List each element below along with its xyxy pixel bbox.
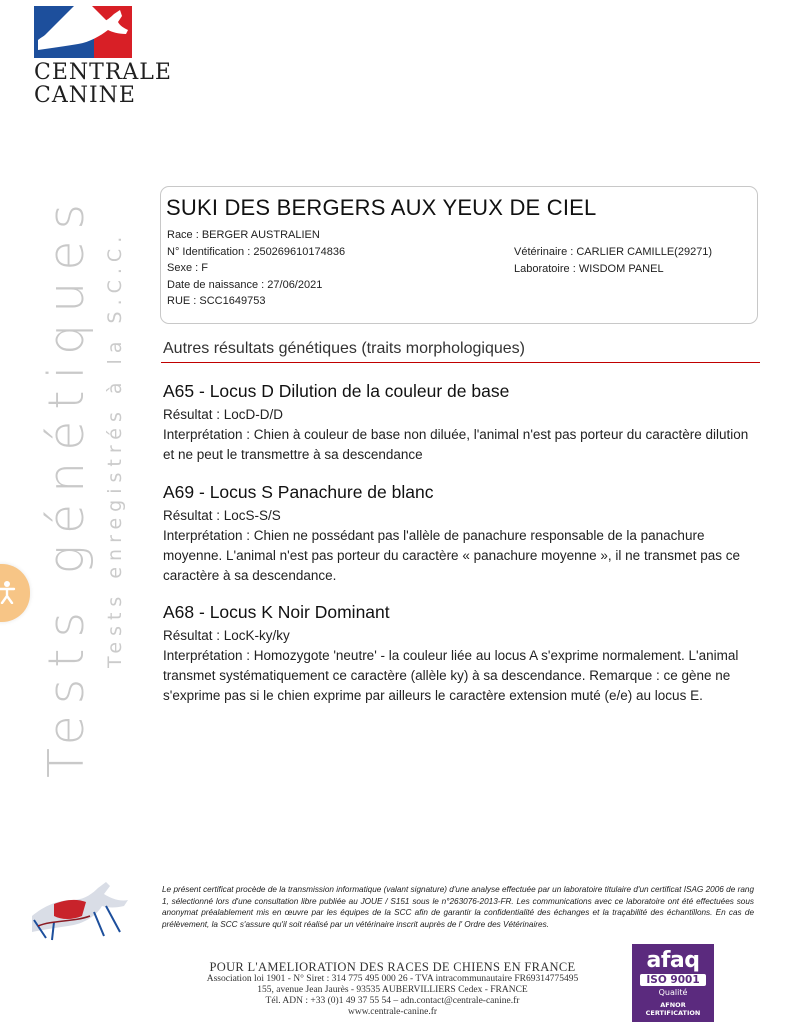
logo-line1: CENTRALE — [34, 60, 172, 85]
legal-disclaimer: Le présent certificat procède de la transmission informatique (valant signature) d'une analyse effectuée par un laboratoire titulaire d'un certificat ISAG 2006 de rang 1, sélectionné lors d'une consultation libre publiée au JOUE / S151 sous le n°263076-2013-FR. Les communications avec ce laboratoire ont été effectuées sous anonymat préalablement mis en œuvre par les équipes de la SCC afin de garantir la confidentialité des échanges et la traçabilité des échantillons. En cas de prélèvement, la SCC s'assure qu'il soit réalisé par un vétérinaire inscrit auprès de l' Ordre des Vétérinaires. — [162, 885, 754, 929]
identity-left-column — [167, 227, 345, 310]
test-interpretation: Interprétation : Chien à couleur de base non diluée, l'animal n'est pas porteur du caractère dilution et ne peut le transmettre à sa descendance — [163, 427, 749, 462]
test-title: A69 - Locus S Panachure de blanc — [163, 482, 434, 502]
laboratory-field: Laboratoire : WISDOM PANEL — [514, 262, 664, 275]
test-block — [163, 381, 763, 465]
dog-name: SUKI DES BERGERS AUX YEUX DE CIEL — [166, 195, 597, 220]
test-block — [163, 482, 763, 586]
running-dog-illustration-icon — [24, 876, 136, 942]
afaq-brand: afaq — [646, 948, 700, 973]
race-field: Race : BERGER AUSTRALIEN — [167, 229, 320, 241]
afaq-cert: AFNOR CERTIFICATION — [645, 1001, 701, 1017]
footer-website: www.centrale-canine.fr — [347, 1007, 438, 1017]
identity-right-column — [514, 244, 712, 277]
footer-motto: POUR L'AMELIORATION DES RACES DE CHIENS EN FRANCE — [209, 960, 576, 974]
afaq-iso: ISO 9001 — [640, 974, 706, 986]
logo-line2: CANINE — [34, 83, 136, 108]
afaq-quality: Qualité — [658, 988, 688, 997]
footer-street: 155, avenue Jean Jaurès - 93535 AUBERVILLIERS Cedex - FRANCE — [257, 985, 528, 995]
test-interpretation: Interprétation : Chien ne possédant pas l'allèle de panachure responsable de la panachure moyenne. L'animal n'est pas porteur du caractère « panachure moyenne », il ne transmet pas ce caractère à sa descendance. — [163, 528, 740, 583]
section-title: Autres résultats génétiques (traits morphologiques) — [163, 340, 525, 357]
test-result: Résultat : LocK-ky/ky — [163, 628, 290, 643]
veterinarian-field: Vétérinaire : CARLIER CAMILLE(29271) — [514, 246, 713, 258]
accessibility-icon — [0, 580, 16, 604]
test-result: Résultat : LocS-S/S — [163, 508, 281, 523]
birthdate-field: Date de naissance : 27/06/2021 — [167, 278, 323, 291]
footer-association: Association loi 1901 - N° Siret : 314 775 495 000 26 - TVA intracommunautaire FR69314775495 — [206, 974, 579, 984]
rue-field: RUE : SCC1649753 — [167, 295, 266, 307]
logo-wordmark — [34, 60, 172, 108]
watermark-title: Tests génétiques — [38, 192, 95, 778]
test-interpretation: Interprétation : Homozygote 'neutre' - la couleur liée au locus A s'exprime normalement. L'animal transmet systématiquement ce caractère (allèle ky) à sa descendance. Remarque : ce gène ne s'exprime pas si le chien exprime par ailleurs le caractère extension muté (e/e) au locus E. — [163, 648, 739, 703]
test-block — [163, 602, 763, 706]
footer-address — [160, 960, 625, 1018]
footer-contact: Tél. ADN : +33 (0)1 49 37 55 54 – adn.contact@centrale-canine.fr — [265, 996, 520, 1006]
accessibility-tab[interactable] — [0, 564, 30, 622]
test-result: Résultat : LocD-D/D — [163, 407, 284, 422]
test-title: A65 - Locus D Dilution de la couleur de base — [163, 381, 510, 401]
centrale-canine-logo-icon — [34, 6, 132, 58]
section-divider — [161, 362, 760, 363]
afaq-certification-badge — [632, 944, 714, 1022]
identification-field: N° Identification : 250269610174836 — [167, 245, 346, 258]
watermark-subtitle: Tests enregistrés à la S.C.C. — [104, 230, 126, 668]
test-title: A68 - Locus K Noir Dominant — [163, 602, 390, 622]
sex-field: Sexe : F — [167, 262, 208, 274]
